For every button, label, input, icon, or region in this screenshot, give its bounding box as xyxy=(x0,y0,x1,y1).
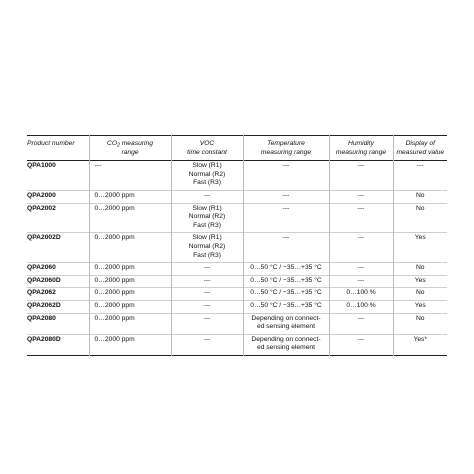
cell-voc: --- xyxy=(171,334,243,355)
cell-voc: Slow (R1) Normal (R2) Fast (R3) xyxy=(171,161,243,191)
header-voc: VOC time constant xyxy=(171,136,243,161)
table-row xyxy=(27,300,447,313)
cell-product: QPA2062D xyxy=(27,301,61,309)
cell-humidity: --- xyxy=(329,334,393,355)
cell-product: QPA2080D xyxy=(27,335,61,343)
cell-voc: --- xyxy=(171,300,243,313)
table-header xyxy=(27,136,447,161)
product-table xyxy=(27,135,447,356)
cell-co2-range: 0…2000 ppm xyxy=(89,334,171,355)
cell-temperature: 0…50 °C / −35…+35 °C xyxy=(243,275,329,288)
cell-temperature: 0…50 °C / −35…+35 °C xyxy=(243,300,329,313)
cell-co2-range: 0…2000 ppm xyxy=(89,233,171,263)
table-row xyxy=(27,313,447,334)
cell-voc: --- xyxy=(171,263,243,276)
cell-temperature: 0…50 °C / −35…+35 °C xyxy=(243,263,329,276)
cell-display: Yes* xyxy=(393,334,447,355)
cell-temperature: --- xyxy=(243,233,329,263)
cell-humidity: --- xyxy=(329,313,393,334)
cell-humidity: --- xyxy=(329,161,393,191)
cell-product: QPA2080 xyxy=(27,314,56,322)
cell-display: No xyxy=(393,203,447,233)
cell-display: Yes xyxy=(393,275,447,288)
cell-voc: --- xyxy=(171,190,243,203)
cell-co2-range: --- xyxy=(89,161,171,191)
cell-product: QPA2062 xyxy=(27,289,56,297)
cell-humidity: 0…100 % xyxy=(329,288,393,301)
cell-voc: --- xyxy=(171,275,243,288)
cell-display: No xyxy=(393,288,447,301)
cell-product: QPA2060D xyxy=(27,276,61,284)
cell-voc: Slow (R1) Normal (R2) Fast (R3) xyxy=(171,203,243,233)
header-temperature: Temperature measuring range xyxy=(243,136,329,161)
cell-co2-range: 0…2000 ppm xyxy=(89,275,171,288)
cell-humidity: --- xyxy=(329,233,393,263)
table-row xyxy=(27,288,447,301)
cell-co2-range: 0…2000 ppm xyxy=(89,288,171,301)
cell-temperature: Depending on connect- ed sensing element xyxy=(243,313,329,334)
cell-product: QPA2002D xyxy=(27,234,61,242)
cell-temperature: --- xyxy=(243,203,329,233)
cell-display: --- xyxy=(393,161,447,191)
cell-voc: --- xyxy=(171,313,243,334)
cell-product: QPA1000 xyxy=(27,162,56,170)
cell-humidity: 0…100 % xyxy=(329,300,393,313)
table-row xyxy=(27,203,447,233)
cell-temperature: 0…50 °C / −35…+35 °C xyxy=(243,288,329,301)
cell-product: QPA2060 xyxy=(27,264,56,272)
cell-co2-range: 0…2000 ppm xyxy=(89,300,171,313)
cell-temperature: --- xyxy=(243,190,329,203)
cell-voc: Slow (R1) Normal (R2) Fast (R3) xyxy=(171,233,243,263)
cell-voc: --- xyxy=(171,288,243,301)
cell-co2-range: 0…2000 ppm xyxy=(89,190,171,203)
table-row xyxy=(27,190,447,203)
cell-temperature: --- xyxy=(243,161,329,191)
cell-co2-range: 0…2000 ppm xyxy=(89,203,171,233)
cell-display: No xyxy=(393,313,447,334)
cell-display: No xyxy=(393,263,447,276)
header-product: Product number xyxy=(27,140,75,147)
cell-humidity: --- xyxy=(329,190,393,203)
cell-co2-range: 0…2000 ppm xyxy=(89,313,171,334)
cell-co2-range: 0…2000 ppm xyxy=(89,263,171,276)
table-row xyxy=(27,263,447,276)
table-body xyxy=(27,161,447,356)
table-row xyxy=(27,275,447,288)
cell-humidity: --- xyxy=(329,203,393,233)
table-row xyxy=(27,161,447,191)
header-humidity: Humidity measuring range xyxy=(329,136,393,161)
cell-product: QPA2000 xyxy=(27,191,56,199)
cell-display: No xyxy=(393,190,447,203)
cell-product: QPA2002 xyxy=(27,204,56,212)
cell-temperature: Depending on connect- ed sensing element xyxy=(243,334,329,355)
cell-display: Yes xyxy=(393,233,447,263)
cell-humidity: --- xyxy=(329,263,393,276)
header-display: Display of measured value xyxy=(393,136,447,161)
cell-humidity: --- xyxy=(329,275,393,288)
header-co2: $CO_2$ measuring range xyxy=(89,136,171,161)
table-row xyxy=(27,233,447,263)
table-row xyxy=(27,334,447,355)
cell-display: Yes xyxy=(393,300,447,313)
